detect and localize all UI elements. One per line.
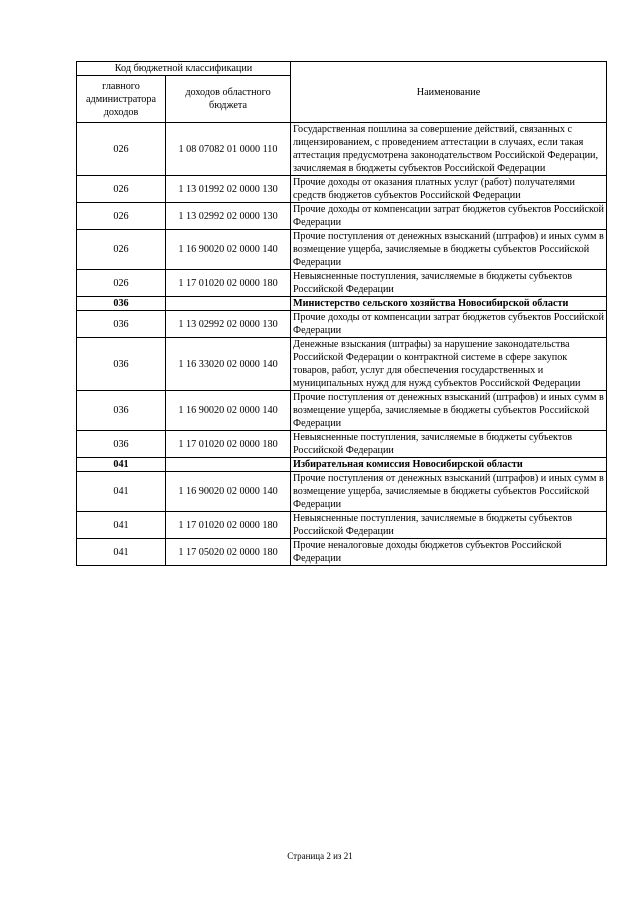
revenue-code-cell: 1 16 90020 02 0000 140 bbox=[166, 230, 291, 270]
description-cell: Государственная пошлина за совершение действий, связанных с лицензированием, с проведением аттестации в случаях, если такая аттестация предусмотрена законодательством Российской Федерации, зачисляемая в бюджеты субъектов Российской Федерации bbox=[291, 123, 607, 176]
table-row bbox=[77, 539, 607, 566]
table-row bbox=[77, 123, 607, 176]
revenue-code-cell: 1 17 05020 02 0000 180 bbox=[166, 539, 291, 566]
description-cell: Невыясненные поступления, зачисляемые в бюджеты субъектов Российской Федерации bbox=[291, 431, 607, 458]
description-cell: Невыясненные поступления, зачисляемые в бюджеты субъектов Российской Федерации bbox=[291, 270, 607, 297]
admin-code-cell: 026 bbox=[77, 176, 166, 203]
section-header-row bbox=[77, 458, 607, 472]
revenue-code-cell: 1 16 33020 02 0000 140 bbox=[166, 338, 291, 391]
table-row bbox=[77, 431, 607, 458]
header-name: Наименование bbox=[291, 62, 607, 123]
revenue-code-cell: 1 17 01020 02 0000 180 bbox=[166, 431, 291, 458]
description-cell: Прочие доходы от компенсации затрат бюджетов субъектов Российской Федерации bbox=[291, 203, 607, 230]
revenue-code-cell bbox=[166, 297, 291, 311]
description-cell: Невыясненные поступления, зачисляемые в бюджеты субъектов Российской Федерации bbox=[291, 512, 607, 539]
table-row bbox=[77, 203, 607, 230]
administrator-name-cell: Министерство сельского хозяйства Новосибирской области bbox=[291, 297, 607, 311]
table-row bbox=[77, 472, 607, 512]
page-number: Страница 2 из 21 bbox=[287, 851, 353, 861]
header-classification-code: Код бюджетной классификации bbox=[77, 62, 291, 76]
admin-code-cell: 036 bbox=[77, 311, 166, 338]
table-row bbox=[77, 512, 607, 539]
admin-code-cell: 026 bbox=[77, 230, 166, 270]
description-cell: Прочие поступления от денежных взысканий (штрафов) и иных сумм в возмещение ущерба, зачисляемые в бюджеты субъектов Российской Федерации bbox=[291, 230, 607, 270]
description-cell: Прочие поступления от денежных взысканий (штрафов) и иных сумм в возмещение ущерба, зачисляемые в бюджеты субъектов Российской Федерации bbox=[291, 391, 607, 431]
admin-code-cell: 026 bbox=[77, 203, 166, 230]
admin-code-cell: 041 bbox=[77, 539, 166, 566]
budget-classification-table bbox=[76, 61, 607, 566]
revenue-code-cell: 1 08 07082 01 0000 110 bbox=[166, 123, 291, 176]
revenue-code-cell: 1 13 02992 02 0000 130 bbox=[166, 203, 291, 230]
description-cell: Прочие доходы от компенсации затрат бюджетов субъектов Российской Федерации bbox=[291, 311, 607, 338]
admin-code-cell: 026 bbox=[77, 270, 166, 297]
admin-code-cell: 026 bbox=[77, 123, 166, 176]
revenue-code-cell bbox=[166, 458, 291, 472]
admin-code-cell: 036 bbox=[77, 338, 166, 391]
table-row bbox=[77, 391, 607, 431]
admin-code-cell: 036 bbox=[77, 297, 166, 311]
revenue-code-cell: 1 17 01020 02 0000 180 bbox=[166, 270, 291, 297]
description-cell: Прочие поступления от денежных взысканий (штрафов) и иных сумм в возмещение ущерба, зачисляемые в бюджеты субъектов Российской Федерации bbox=[291, 472, 607, 512]
table-row bbox=[77, 176, 607, 203]
header-admin-code: главного администратора доходов bbox=[77, 76, 166, 123]
administrator-name-cell: Избирательная комиссия Новосибирской области bbox=[291, 458, 607, 472]
revenue-code-cell: 1 13 01992 02 0000 130 bbox=[166, 176, 291, 203]
table-row bbox=[77, 311, 607, 338]
revenue-code-cell: 1 16 90020 02 0000 140 bbox=[166, 391, 291, 431]
admin-code-cell: 036 bbox=[77, 391, 166, 431]
admin-code-cell: 041 bbox=[77, 472, 166, 512]
table-row bbox=[77, 230, 607, 270]
revenue-code-cell: 1 13 02992 02 0000 130 bbox=[166, 311, 291, 338]
section-header-row bbox=[77, 297, 607, 311]
revenue-code-cell: 1 16 90020 02 0000 140 bbox=[166, 472, 291, 512]
table-row bbox=[77, 338, 607, 391]
admin-code-cell: 041 bbox=[77, 512, 166, 539]
table-row bbox=[77, 270, 607, 297]
revenue-code-cell: 1 17 01020 02 0000 180 bbox=[166, 512, 291, 539]
description-cell: Прочие доходы от оказания платных услуг (работ) получателями средств бюджетов субъектов Российской Федерации bbox=[291, 176, 607, 203]
admin-code-cell: 041 bbox=[77, 458, 166, 472]
description-cell: Прочие неналоговые доходы бюджетов субъектов Российской Федерации bbox=[291, 539, 607, 566]
header-row-group bbox=[77, 62, 607, 76]
description-cell: Денежные взыскания (штрафы) за нарушение законодательства Российской Федерации о контрактной системе в сфере закупок товаров, работ, услуг для обеспечения государственных и муниципальных нужд для нужд субъектов Российской Федерации bbox=[291, 338, 607, 391]
header-revenue-code: доходов областного бюджета bbox=[166, 76, 291, 123]
admin-code-cell: 036 bbox=[77, 431, 166, 458]
